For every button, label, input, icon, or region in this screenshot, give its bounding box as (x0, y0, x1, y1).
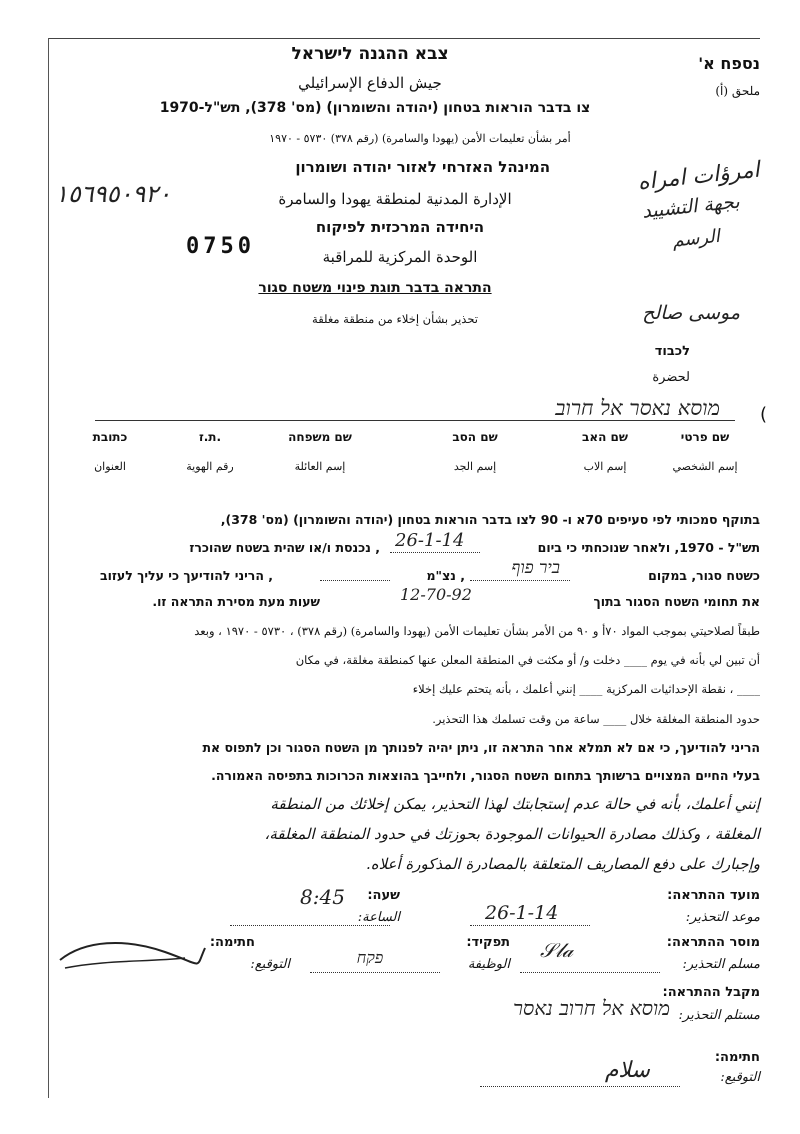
receiver-signature-line (480, 1086, 680, 1087)
body-arabic-warning-1: إنني أعلمك، بأنه في حالة عدم إستجابتك لهذا التحذير، يمكن إخلائك من المنطقة (270, 795, 760, 813)
deliverer-label-he: מוסר ההתראה: (666, 935, 760, 950)
handwritten-hours: 12-70-92 (400, 585, 472, 604)
coord-field-line (320, 580, 390, 581)
order-title-hebrew: צו בדבר הוראות בטחון (יהודה והשומרון) (מס' 378), תש"ל-1970 (159, 100, 591, 116)
handwritten-role: פקח (356, 948, 384, 967)
col-father-ar: إسم الاب (583, 460, 627, 473)
hour-label-ar: الساعة: (357, 910, 400, 925)
notice-time-label-ar: موعد التحذير: (685, 910, 760, 925)
left-border (48, 38, 49, 1098)
top-border (48, 38, 760, 39)
handwritten-signature-top: موسى صالح (642, 302, 740, 324)
handwritten-time: 8:45 (300, 885, 345, 909)
col-first-name-ar: إسم الشخصي (672, 460, 738, 473)
body-arabic-1: طبقاً لصلاحيتي بموجب المواد ٧٠أ و ٩٠ من الأمر بشأن تعليمات الأمن (يهودا والسامرة) (رقم ٣٧٨) ، ٥٧٣٠ - ١٩٧٠ ، وبعد (194, 624, 760, 638)
body-line-2-end: , נכנסת ו/או שהית בשטח שהוכרז (189, 540, 380, 555)
body-arabic-2: أن تبين لي بأنه في يوم ____ دخلت و/ أو مكثت في المنطقة المعلن عنها كمنطقة مغلقة، في مكان (295, 653, 760, 667)
recipient-line (95, 420, 735, 421)
notice-title-hebrew: התראה בדבר תוגת פינוי משטח סגור (258, 280, 492, 296)
body-line-4-end: שעות מעת מסירת התראה זו. (152, 594, 320, 609)
to-hebrew: לכבוד (654, 344, 690, 359)
deliverer-label-ar: مسلم التحذير: (682, 957, 760, 972)
handwritten-date-1: 26-1-14 (395, 530, 465, 551)
org-arabic: جيش الدفاع الإسرائيلي (298, 74, 442, 92)
appendix-hebrew: נספח א' (698, 54, 760, 73)
col-address-he: כתובת (92, 430, 128, 444)
signature-label-he: חתימה: (209, 935, 255, 950)
col-father-he: שם האב (582, 430, 628, 444)
body-arabic-3: ____ ، نقطة الإحداثيات المركزية ____ إنني أعلمك ، بأنه يتحتم عليك إخلاء (412, 682, 760, 696)
place-field-line (470, 580, 570, 581)
col-first-name-he: שם פרטי (680, 430, 730, 444)
col-family-ar: إسم العائلة (294, 460, 346, 473)
date-field-line (390, 552, 480, 553)
punch-hole-mark: ( (760, 404, 768, 425)
body-line-warning-2: בעלי החיים המצויים ברשותך בתחום השטח הסגור, ולחייבך בהוצאות הכרוכות בתפיסה האמורה. (211, 768, 760, 783)
civil-admin-hebrew: המינהל האזרחי לאזור יהודה ושומרון (295, 158, 550, 176)
body-line-3-start: כשטח סגור, במקום (648, 568, 760, 583)
body-arabic-warning-3: وإجبارك على دفع المصاريف المتعلقة بالمصادرة المذكورة أعلاه. (365, 855, 760, 873)
col-grandfather-ar: إسم الجد (453, 460, 497, 473)
appendix-arabic: ملحق (أ) (715, 84, 760, 98)
body-line-3-end: , הריני להודיעך כי עליך לעזוב (100, 568, 274, 583)
handwritten-note-2: بجهة التشييد (641, 190, 741, 223)
receiver-signature-label-ar: التوقيع: (720, 1070, 760, 1085)
col-id-he: ת.ז. (198, 430, 222, 444)
handwritten-signature-bottom: سلام (604, 1058, 650, 1083)
body-line-warning-1: הריני להודיעך, כי אם לא תמלא אחר התראה זו, ניתן יהיה לפנותך מן השטח הסגור וכן לתפוס את (202, 740, 760, 755)
notice-title-arabic: تحذير بشأن إخلاء من منطقة مغلقة (312, 312, 478, 326)
signature-label-ar: التوقيع: (250, 957, 290, 972)
handwritten-place: ביר פוף (511, 558, 560, 578)
col-family-he: שם משפחה (288, 430, 352, 444)
body-arabic-warning-2: المغلقة ، وكذلك مصادرة الحيوانات الموجودة بحوزتك في حدود المنطقة المغلقة، (264, 825, 760, 843)
col-address-ar: العنوان (94, 460, 126, 473)
notice-time-label-he: מועד ההתראה: (667, 888, 760, 903)
date-line (470, 925, 590, 926)
col-id-ar: رقم الهوية (186, 460, 234, 473)
handwritten-deliverer-signature: 𝒮𝓁𝒶 (540, 938, 574, 962)
handwritten-note-3: الرسم (671, 225, 721, 252)
handwritten-receiver: מוסא אל חרוב נאסר (513, 996, 670, 1020)
order-title-arabic: أمر بشأن تعليمات الأمن (يهودا والسامرة) (رقم ٣٧٨) ٥٧٣٠ - ١٩٧٠ (269, 132, 571, 145)
role-label-he: תפקיד: (466, 935, 510, 950)
body-line-3-mid: , נצ"מ (426, 568, 465, 583)
receiver-label-ar: مستلم التحذير: (678, 1008, 760, 1023)
deliverer-signature-scribble (55, 930, 215, 980)
role-line (310, 972, 440, 973)
hour-label-he: שעה: (367, 888, 400, 903)
unit-arabic: الوحدة المركزية للمراقبة (322, 248, 478, 266)
body-line-2-start: תש"ל - 1970, ולאחר שנוכחתי כי ביום (537, 540, 760, 555)
org-hebrew: צבא ההגנה לישראל (291, 44, 449, 64)
col-grandfather-he: שם הסב (452, 430, 498, 444)
body-arabic-4: حدود المنطقة المغلقة خلال ____ ساعة من وقت تسلمك هذا التحذير. (432, 712, 760, 726)
body-line-1: בתוקף סמכותי לפי סעיפים 70א ו- 90 לצו בדבר הוראות בטחון (יהודה והשומרון) (מס' 378), (220, 512, 760, 527)
receiver-label-he: מקבל ההתראה: (662, 985, 760, 1000)
to-arabic: لحضرة (652, 370, 690, 385)
unit-hebrew: היחידה המרכזית לפיקוח (315, 218, 485, 236)
handwritten-date-2: 26-1-14 (485, 902, 559, 924)
form-number: 0750 (186, 234, 255, 259)
deliverer-line (520, 972, 660, 973)
civil-admin-arabic: الإدارة المدنية لمنطقة يهودا والسامرة (278, 190, 512, 208)
body-line-4-start: את תחומי השטח הסגור בתוך (593, 594, 760, 609)
role-label-ar: الوظيفة (467, 957, 510, 972)
hour-line (230, 925, 390, 926)
handwritten-note-1: امرؤات امراه (636, 157, 761, 196)
receiver-signature-label-he: חתימה: (714, 1050, 760, 1065)
handwritten-id-number: ١٥٦٩٥٠٩٢٠ (55, 180, 172, 208)
handwritten-recipient-name: מוסא נאסר אל חרוב (555, 396, 720, 420)
